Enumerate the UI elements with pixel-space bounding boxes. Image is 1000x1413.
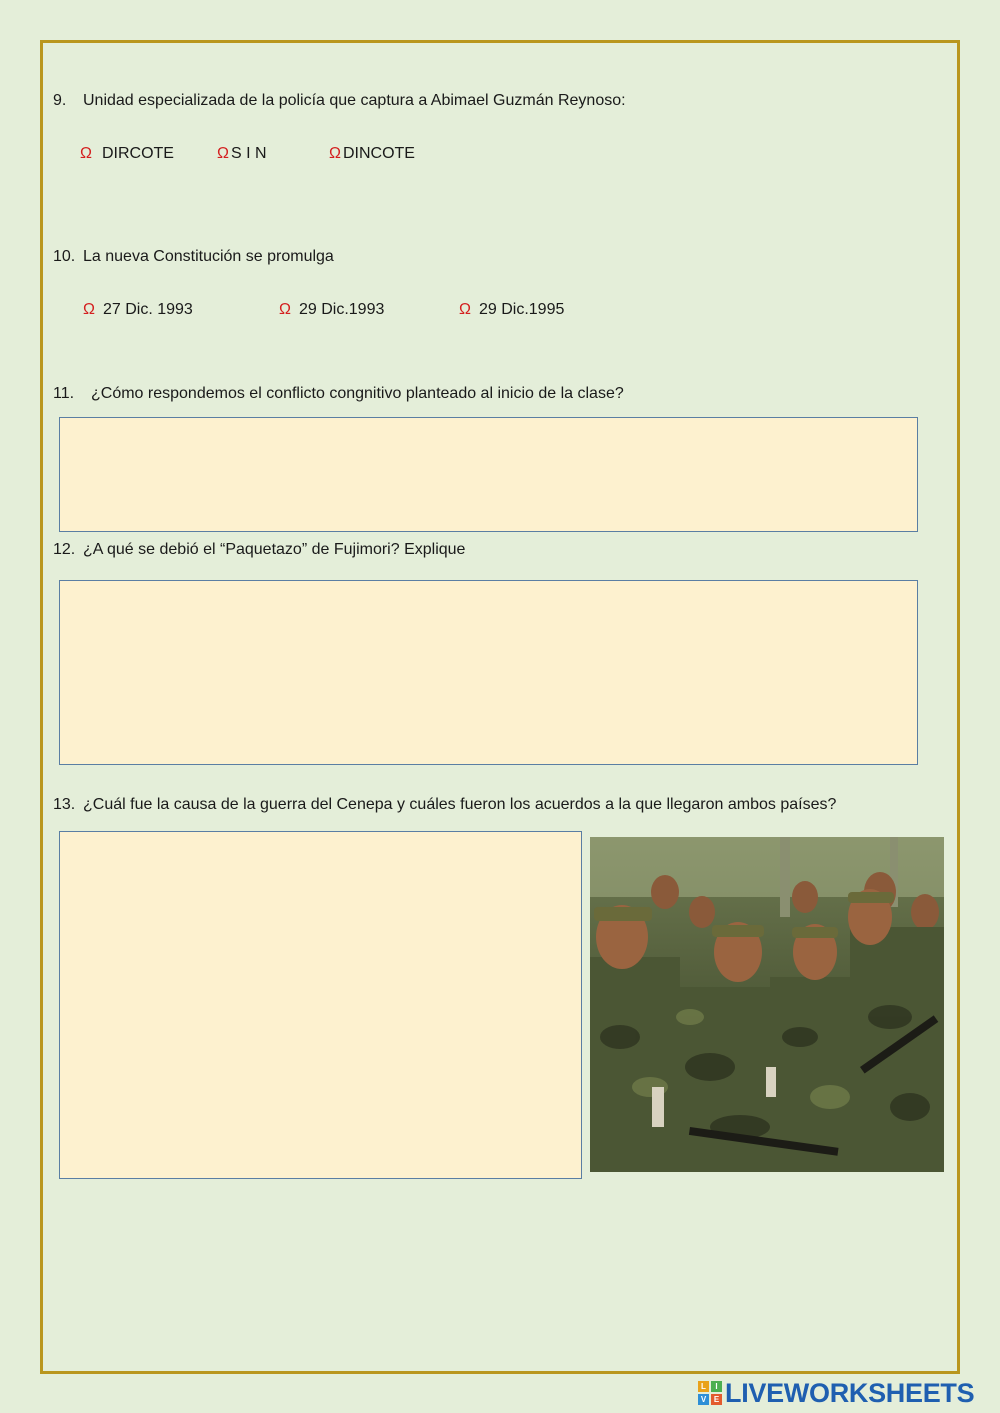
question-text: ¿Cuál fue la causa de la guerra del Cenepa y cuáles fueron los acuerdos a la que llegaron ambos países? xyxy=(83,796,837,813)
question-13 xyxy=(53,796,836,814)
question-9 xyxy=(53,92,626,110)
option-label: DIRCOTE xyxy=(101,145,174,162)
question-text: ¿Cómo respondemos el conflicto congnitivo planteado al inicio de la clase? xyxy=(91,385,624,402)
answer-box-11[interactable] xyxy=(59,417,918,532)
answer-box-12[interactable] xyxy=(59,580,918,765)
omega-radio-icon[interactable]: Ω xyxy=(80,145,92,162)
omega-radio-icon[interactable]: Ω xyxy=(329,145,341,162)
question-number: 12. xyxy=(53,541,76,558)
question-text: Unidad especializada de la policía que captura a Abimael Guzmán Reynoso: xyxy=(83,92,626,109)
question-text: La nueva Constitución se promulga xyxy=(83,248,334,265)
question-number: 13. xyxy=(53,796,76,813)
question-12 xyxy=(53,541,465,559)
question-10 xyxy=(53,248,334,266)
answer-box-13[interactable] xyxy=(59,831,582,1179)
omega-radio-icon[interactable]: Ω xyxy=(83,301,95,318)
logo-blocks-icon: L I V E xyxy=(698,1381,722,1405)
option-label: DINCOTE xyxy=(342,145,415,162)
omega-radio-icon[interactable]: Ω xyxy=(217,145,229,162)
option-29-dic-1995[interactable] xyxy=(459,301,564,319)
question-number: 11. xyxy=(53,385,75,402)
omega-radio-icon[interactable]: Ω xyxy=(279,301,291,318)
option-27-dic-1993[interactable] xyxy=(83,301,193,319)
liveworksheets-logo xyxy=(698,1378,974,1408)
option-sin[interactable] xyxy=(217,145,267,163)
option-dircote[interactable] xyxy=(80,145,174,163)
omega-radio-icon[interactable]: Ω xyxy=(459,301,471,318)
option-label: 29 Dic.1995 xyxy=(478,301,565,318)
option-label: S I N xyxy=(230,145,267,162)
option-label: 27 Dic. 1993 xyxy=(102,301,193,318)
question-text: ¿A qué se debió el “Paquetazo” de Fujimori? Explique xyxy=(83,541,466,558)
question-number: 10. xyxy=(53,248,76,265)
option-label: 29 Dic.1993 xyxy=(298,301,385,318)
option-29-dic-1993[interactable] xyxy=(279,301,384,319)
soldiers-photo xyxy=(590,837,944,1172)
logo-text: LIVEWORKSHEETS xyxy=(725,1377,975,1408)
option-dincote[interactable] xyxy=(329,145,415,163)
question-11 xyxy=(53,385,624,403)
question-number: 9. xyxy=(53,92,67,109)
